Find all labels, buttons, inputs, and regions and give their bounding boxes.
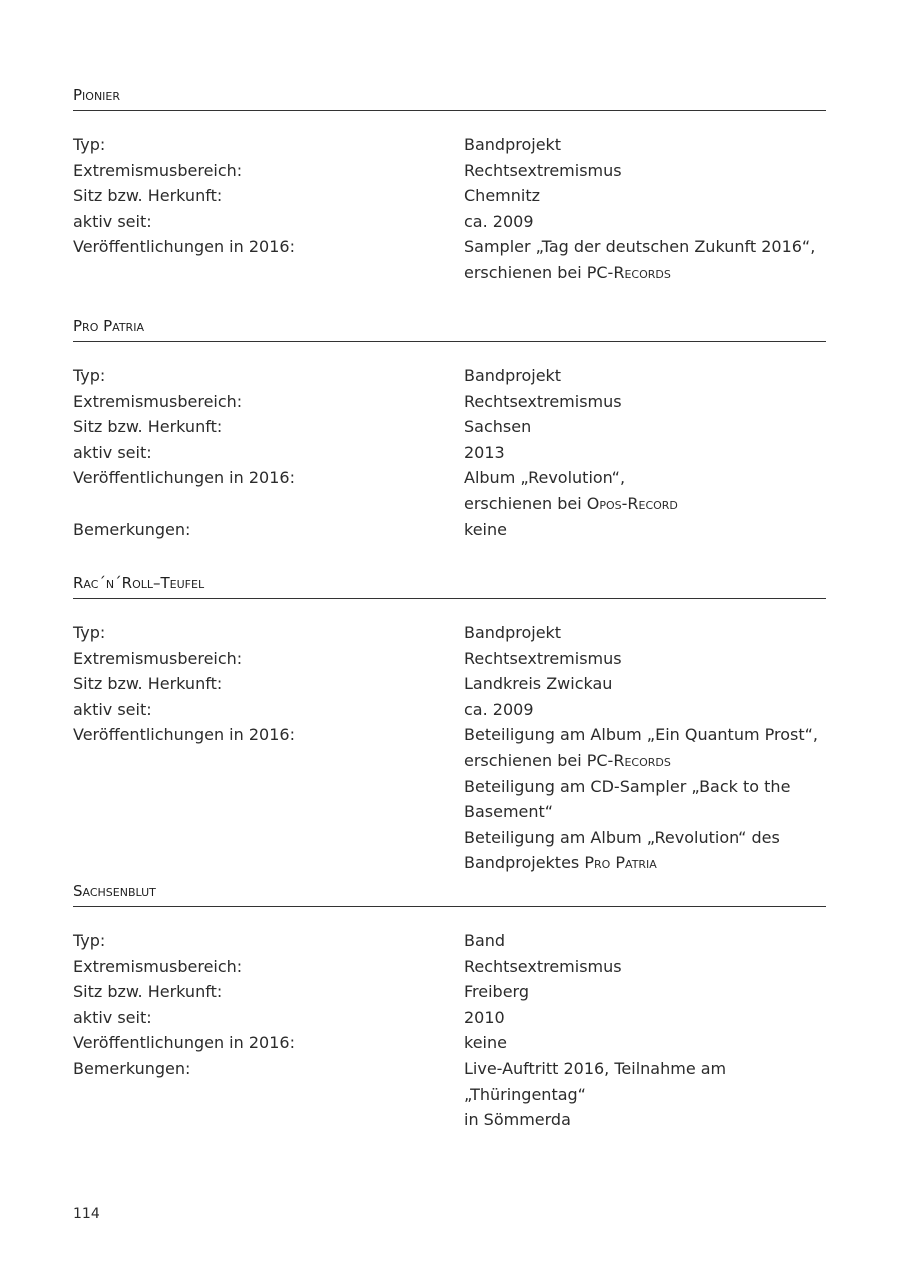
row-value: Sachsen — [464, 417, 532, 437]
row-label: Bemerkungen: — [73, 1058, 191, 1078]
entry-title: Sachsenblut — [73, 882, 826, 907]
value-line: Beteiligung am CD-Sampler „Back to the Basement“ — [464, 776, 791, 822]
entry-title: Pionier — [73, 86, 826, 111]
band-name: Pro Patria — [584, 853, 657, 873]
value-line: Beteiligung am Album „Revolution“ des — [464, 827, 780, 847]
page-number: 114 — [73, 1206, 100, 1222]
value-line: Album „Revolution“, — [464, 468, 626, 488]
row-value: Bandprojekt — [464, 623, 562, 642]
value-line: in Sömmerda — [464, 1110, 571, 1130]
row-value: Rechtsextremismus — [464, 648, 622, 668]
row-label: Veröffentlichungen in 2016: — [73, 1033, 295, 1053]
row-value: 2010 — [464, 1007, 505, 1027]
row-label: Extremismusbereich: — [73, 160, 243, 180]
entry-racnroll-teufel — [73, 574, 826, 876]
row-label: aktiv seit: — [73, 211, 152, 231]
entry-title: Rac´n´Roll–Teufel — [73, 574, 826, 599]
row-label: aktiv seit: — [73, 442, 152, 462]
row-typ — [73, 928, 826, 954]
row-bemerkungen — [73, 517, 826, 543]
row-typ — [73, 363, 826, 389]
value-text: erschienen bei — [464, 493, 587, 513]
row-label: Sitz bzw. Herkunft: — [73, 186, 223, 206]
entry-sachsenblut — [73, 882, 826, 1133]
row-label: Typ: — [73, 135, 106, 154]
row-extremismusbereich — [73, 158, 826, 184]
row-value: keine — [464, 1033, 507, 1053]
value-line — [464, 850, 826, 876]
value-text: erschienen bei — [464, 750, 587, 770]
row-value: ca. 2009 — [464, 699, 534, 719]
row-aktiv-seit — [73, 1005, 826, 1031]
row-herkunft — [73, 671, 826, 697]
row-label: Extremismusbereich: — [73, 956, 243, 976]
row-veroeffentlichungen — [73, 465, 826, 516]
row-value: Freiberg — [464, 982, 530, 1002]
value-line: Beteiligung am Album „Ein Quantum Prost“, — [464, 725, 818, 745]
row-value: Bandprojekt — [464, 366, 562, 385]
row-label: Typ: — [73, 623, 106, 642]
row-label: aktiv seit: — [73, 699, 152, 719]
entry-title: Pro Patria — [73, 317, 826, 342]
value-line: Sampler „Tag der deutschen Zukunft 2016“, — [464, 237, 816, 257]
label-name: PC-Records — [586, 750, 671, 770]
row-label: Typ: — [73, 366, 106, 385]
row-value: ca. 2009 — [464, 211, 534, 231]
row-veroeffentlichungen — [73, 722, 826, 876]
row-veroeffentlichungen — [73, 1030, 826, 1056]
label-name: Opos-Record — [586, 493, 678, 513]
row-label: Veröffentlichungen in 2016: — [73, 725, 295, 745]
entry-rows — [73, 363, 826, 542]
value-line — [464, 748, 826, 774]
row-label: Sitz bzw. Herkunft: — [73, 982, 223, 1002]
entry-rows — [73, 620, 826, 876]
row-typ — [73, 132, 826, 158]
row-value — [464, 465, 826, 516]
row-value: Rechtsextremismus — [464, 391, 622, 411]
row-label: Veröffentlichungen in 2016: — [73, 468, 295, 488]
row-veroeffentlichungen — [73, 234, 826, 285]
row-extremismusbereich — [73, 954, 826, 980]
value-line — [464, 260, 826, 286]
entry-pro-patria — [73, 317, 826, 542]
row-herkunft — [73, 414, 826, 440]
row-label: Bemerkungen: — [73, 519, 191, 539]
value-text: Bandprojektes — [464, 853, 585, 873]
row-value — [464, 234, 826, 285]
row-label: Sitz bzw. Herkunft: — [73, 674, 223, 694]
row-label: aktiv seit: — [73, 1007, 152, 1027]
value-line: Live-Auftritt 2016, Teilnahme am „Thüringentag“ — [464, 1058, 727, 1104]
row-extremismusbereich — [73, 389, 826, 415]
row-value — [464, 1056, 826, 1133]
row-label: Extremismusbereich: — [73, 391, 243, 411]
row-value: 2013 — [464, 442, 505, 462]
row-value: Rechtsextremismus — [464, 956, 622, 976]
entry-pionier — [73, 86, 826, 286]
row-typ — [73, 620, 826, 646]
row-value — [464, 722, 826, 876]
row-herkunft — [73, 979, 826, 1005]
row-extremismusbereich — [73, 646, 826, 672]
row-bemerkungen — [73, 1056, 826, 1133]
row-value: Chemnitz — [464, 186, 540, 206]
value-text: erschienen bei — [464, 262, 587, 282]
row-value: Band — [464, 931, 506, 950]
row-aktiv-seit — [73, 440, 826, 466]
row-value: Landkreis Zwickau — [464, 674, 613, 694]
row-value: Bandprojekt — [464, 135, 562, 154]
row-label: Veröffentlichungen in 2016: — [73, 237, 295, 257]
entry-rows — [73, 928, 826, 1133]
row-value: Rechtsextremismus — [464, 160, 622, 180]
row-aktiv-seit — [73, 697, 826, 723]
row-aktiv-seit — [73, 209, 826, 235]
label-name: PC-Records — [586, 262, 671, 282]
row-herkunft — [73, 183, 826, 209]
row-label: Typ: — [73, 931, 106, 950]
row-label: Extremismusbereich: — [73, 648, 243, 668]
row-label: Sitz bzw. Herkunft: — [73, 417, 223, 437]
entry-rows — [73, 132, 826, 286]
row-value: keine — [464, 519, 507, 539]
value-line — [464, 491, 826, 517]
